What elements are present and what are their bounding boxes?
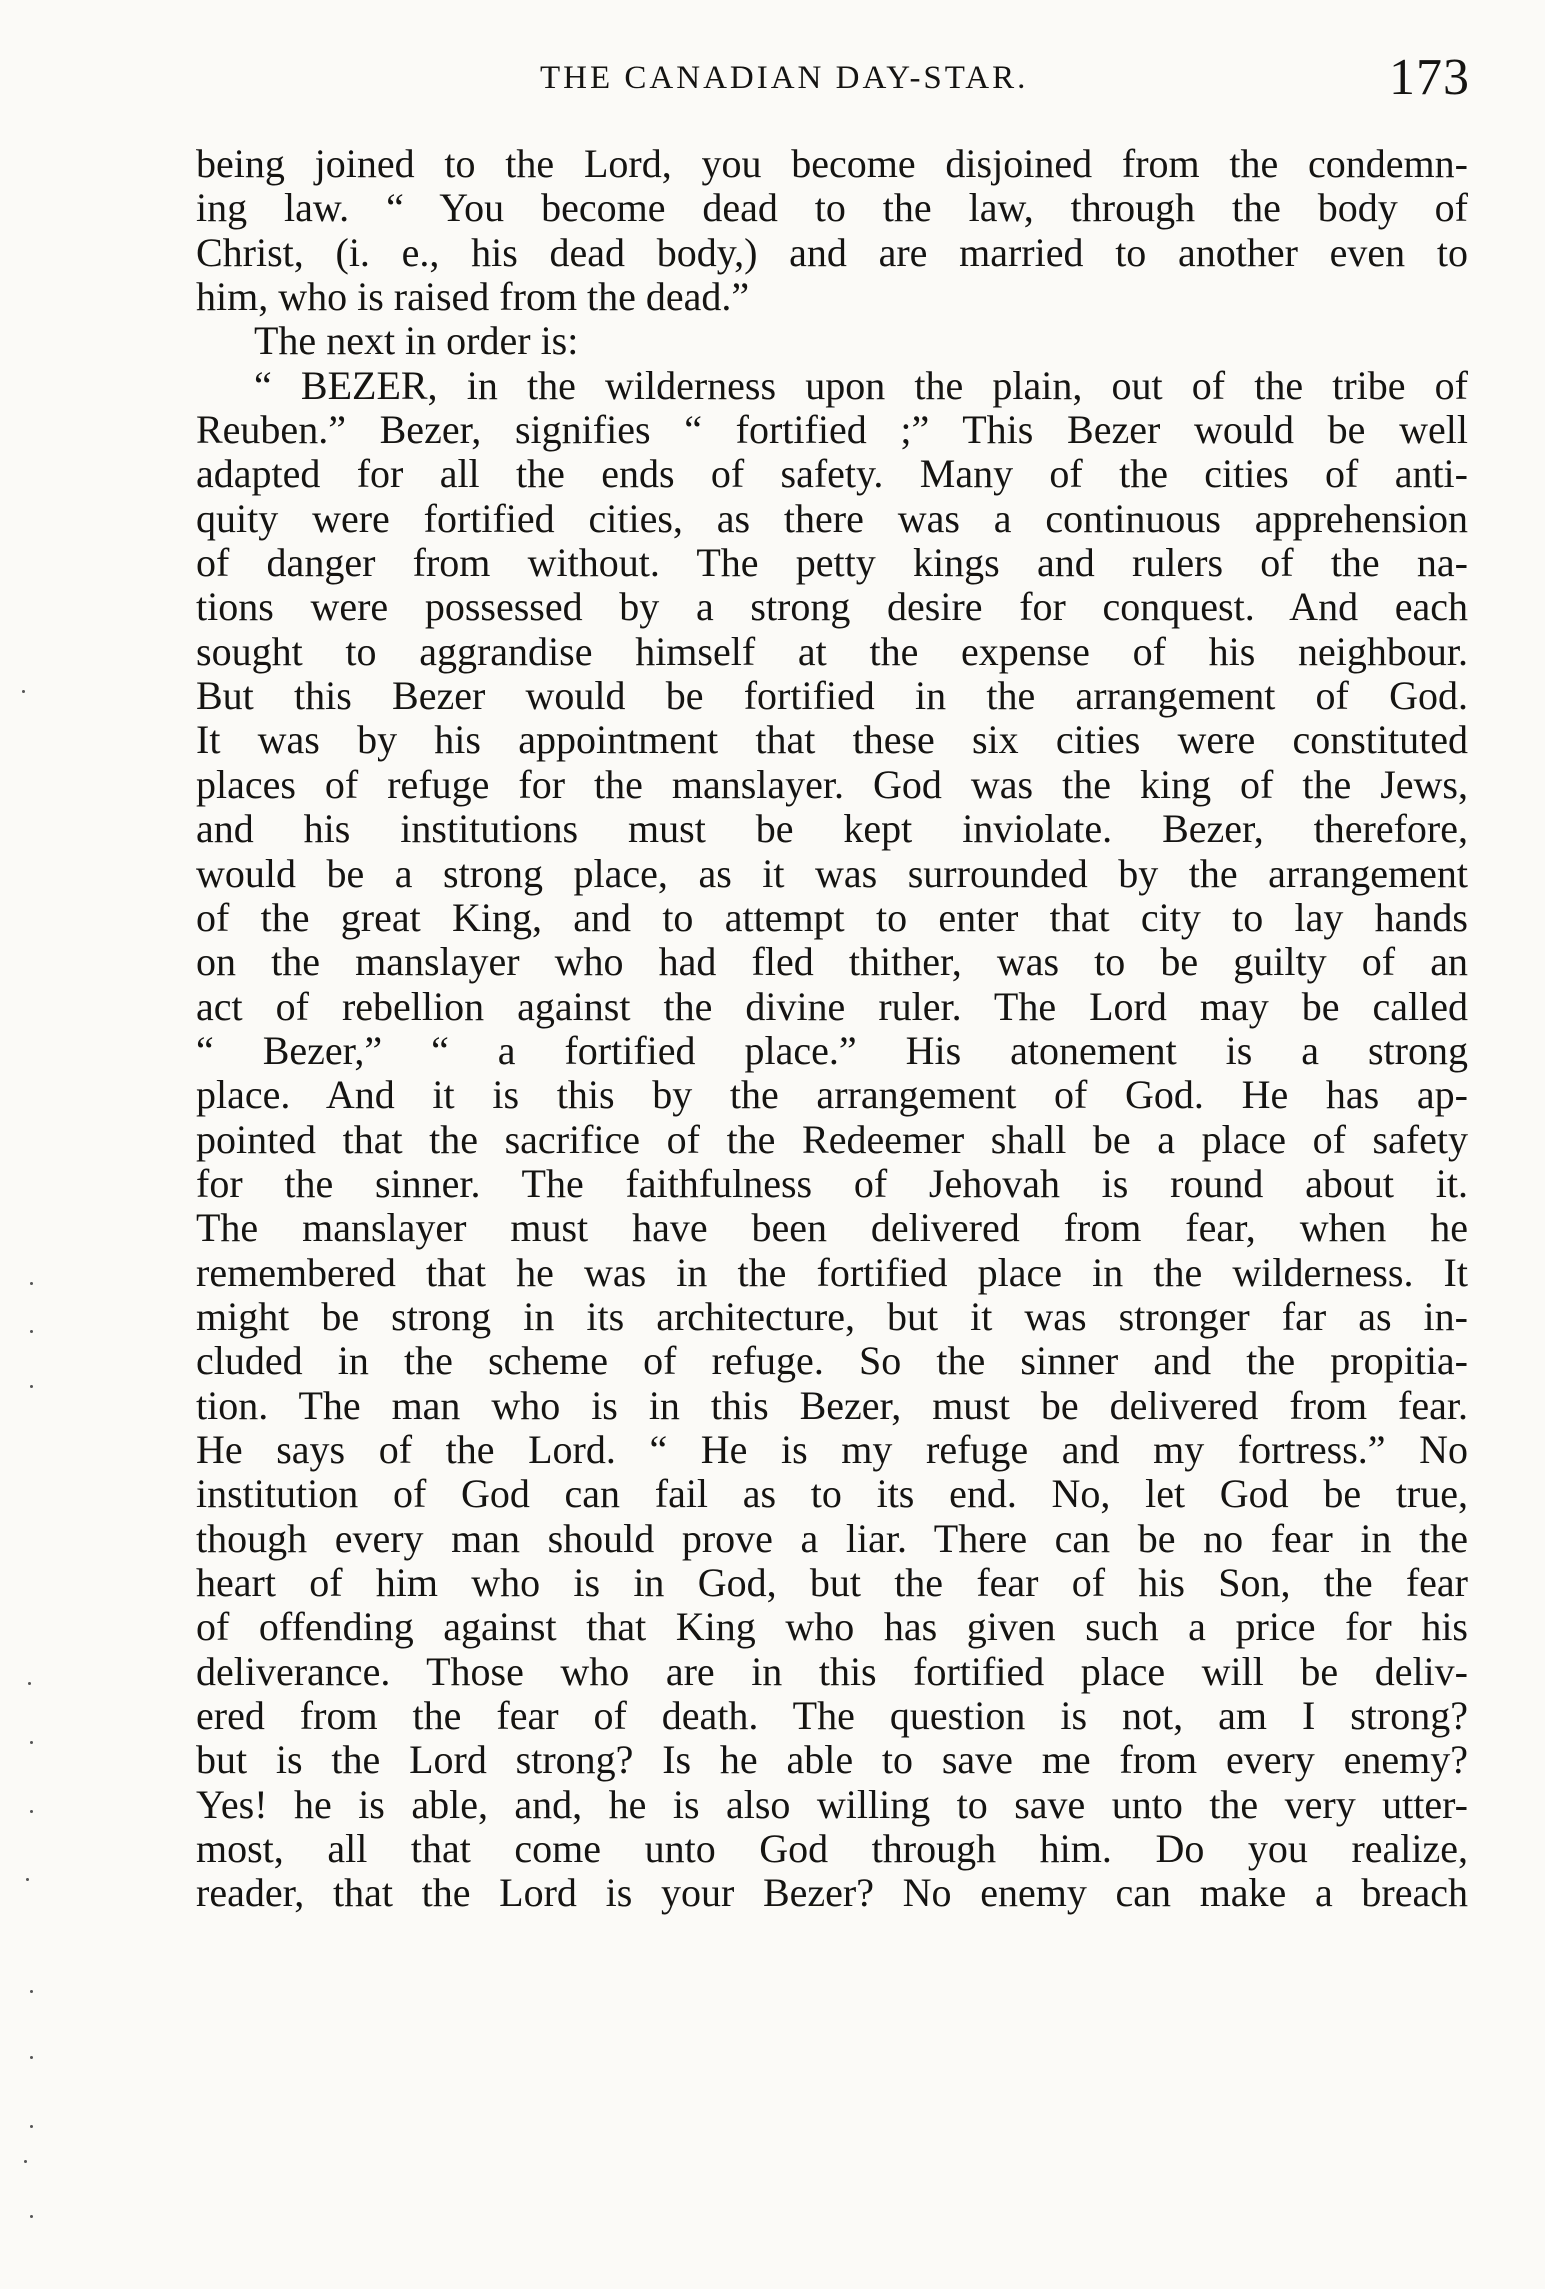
running-head <box>200 48 1470 108</box>
text-line: ing law. “ You become dead to the law, through the body of <box>196 186 1468 231</box>
text-line: tions were possessed by a strong desire for conquest. And each <box>196 585 1468 630</box>
text-line: cluded in the scheme of refuge. So the sinner and the propitia- <box>196 1339 1468 1384</box>
text-line: being joined to the Lord, you become disjoined from the condemn- <box>196 142 1468 186</box>
speck <box>22 690 25 693</box>
text-line: heart of him who is in God, but the fear of his Son, the fear <box>196 1561 1468 1605</box>
text-line: The next in order is: <box>254 319 579 364</box>
text-line: deliverance. Those who are in this fortified place will be deliv- <box>196 1649 1468 1694</box>
text-line: reader, that the Lord is your Bezer? No enemy can make a breach <box>196 1871 1468 1916</box>
text-line: but is the Lord strong? Is he able to save me from every enemy? <box>196 1738 1468 1783</box>
speck <box>30 1330 33 1333</box>
text-line: place. And it is this by the arrangement of God. He has ap- <box>196 1073 1468 1118</box>
page-number: 173 <box>1389 49 1470 106</box>
text-line: It was by his appointment that these six cities were constituted <box>196 718 1468 763</box>
text-line: Reuben.” Bezer, signifies “ fortified ;” This Bezer would be well <box>196 408 1468 453</box>
text-line: sought to aggrandise himself at the expense of his neighbour. <box>196 629 1468 674</box>
speck <box>28 1682 31 1685</box>
text-line: though every man should prove a liar. There can be no fear in the <box>196 1516 1468 1561</box>
text-line: “ BEZER, in the wilderness upon the plain, out of the tribe of <box>254 363 1468 408</box>
speck <box>30 2056 33 2059</box>
body-text <box>196 142 1468 1916</box>
speck <box>30 1385 33 1388</box>
text-line: him, who is raised from the dead.” <box>196 275 750 320</box>
text-line: of the great King, and to attempt to enter that city to lay hands <box>196 895 1468 940</box>
text-line: pointed that the sacrifice of the Redeemer shall be a place of safety <box>196 1117 1468 1162</box>
text-line: The manslayer must have been delivered from fear, when he <box>196 1206 1468 1251</box>
speck <box>26 1878 29 1881</box>
speck <box>30 1282 33 1285</box>
text-line: of offending against that King who has given such a price for his <box>196 1605 1468 1650</box>
text-line: But this Bezer would be fortified in the arrangement of God. <box>196 674 1468 719</box>
text-line: and his institutions must be kept inviolate. Bezer, therefore, <box>196 807 1468 852</box>
speck <box>30 1990 33 1993</box>
speck <box>30 1810 33 1813</box>
text-line: most, all that come unto God through him. Do you realize, <box>196 1827 1468 1872</box>
text-line: of danger from without. The petty kings and rulers of the na- <box>196 541 1468 586</box>
text-line: “ Bezer,” “ a fortified place.” His atonement is a strong <box>196 1028 1468 1073</box>
text-line: institution of God can fail as to its end. No, let God be true, <box>196 1472 1468 1517</box>
speck <box>30 2215 33 2218</box>
text-line: might be strong in its architecture, but it was stronger far as in- <box>196 1294 1468 1339</box>
text-line: He says of the Lord. “ He is my refuge and my fortress.” No <box>196 1427 1468 1472</box>
speck <box>30 2125 33 2128</box>
text-line: adapted for all the ends of safety. Many of the cities of anti- <box>196 452 1468 497</box>
text-line: places of refuge for the manslayer. God was the king of the Jews, <box>196 762 1468 807</box>
text-line: remembered that he was in the fortified place in the wilderness. It <box>196 1250 1468 1295</box>
text-line: ered from the fear of death. The question is not, am I strong? <box>196 1694 1468 1739</box>
running-title: THE CANADIAN DAY-STAR. <box>540 60 1029 96</box>
speck <box>30 1741 33 1744</box>
speck <box>24 2160 27 2163</box>
text-line: for the sinner. The faithfulness of Jehovah is round about it. <box>196 1161 1468 1206</box>
text-line: would be a strong place, as it was surrounded by the arrangement <box>196 851 1468 896</box>
text-line: Christ, (i. e., his dead body,) and are married to another even to <box>196 230 1468 275</box>
text-line: on the manslayer who had fled thither, was to be guilty of an <box>196 940 1468 985</box>
text-line: quity were fortified cities, as there was a continuous apprehension <box>196 496 1468 541</box>
text-line: act of rebellion against the divine ruler. The Lord may be called <box>196 984 1468 1029</box>
margin-specks <box>0 0 60 2289</box>
text-line: tion. The man who is in this Bezer, must be delivered from fear. <box>196 1383 1468 1428</box>
text-line: Yes! he is able, and, he is also willing to save unto the very utter- <box>196 1782 1468 1827</box>
